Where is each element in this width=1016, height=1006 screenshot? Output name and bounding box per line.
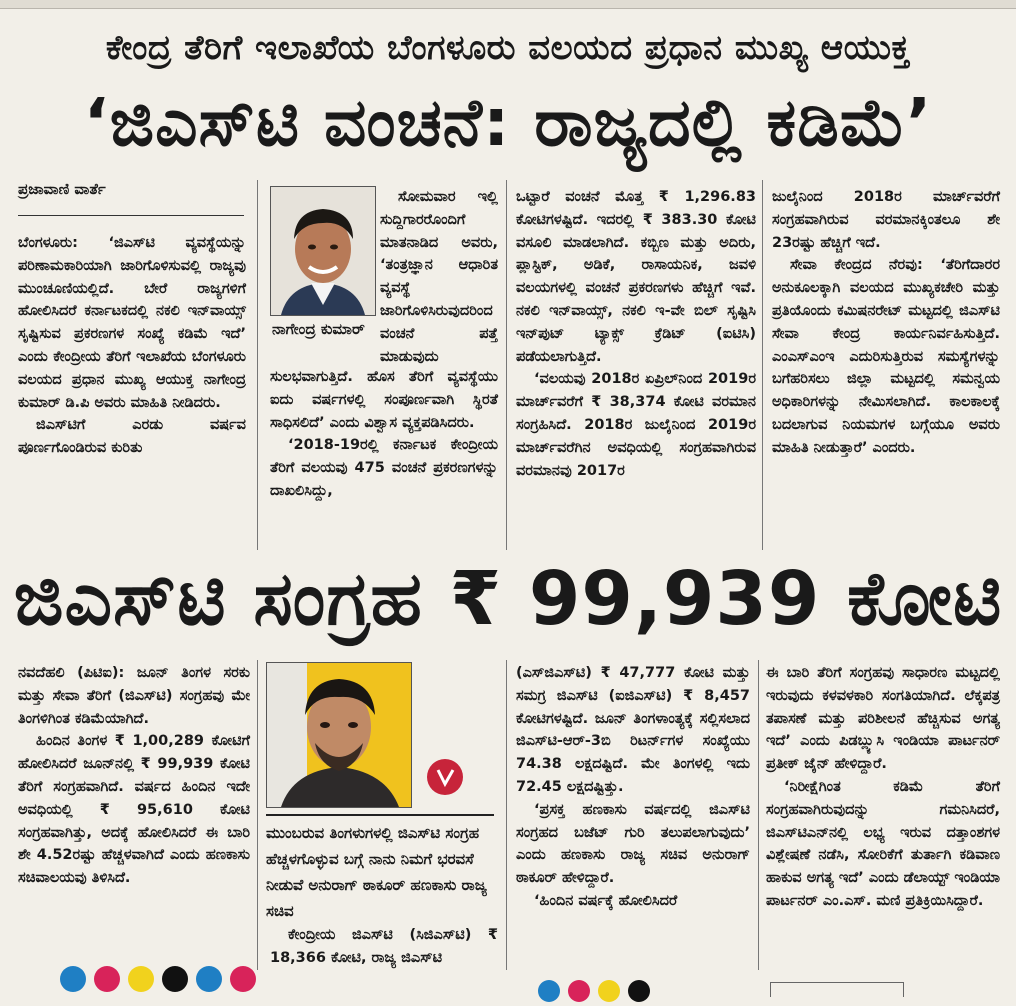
yellow-dot (128, 966, 154, 992)
paragraph: ಜಿಎಸ್‌ಟಿಗೆ ಎರಡು ವರ್ಷವ ಪೂರ್ಣಗೊಂಡಿರುವ ಕುರಿತು (18, 417, 246, 457)
paragraph: ನವದೆಹಲಿ (ಪಿಟಿಐ): ಜೂನ್ ತಿಂಗಳ ಸರಕು ಮತ್ತು ಸೇವಾ ತೆರಿಗೆ (ಜಿಎಸ್‌ಟಿ) ಸಂಗ್ರಹವು ಮೇ ತಿಂಗಳಿಗಿಂತ ಕಡಿಮೆಯಾಗಿದೆ. (18, 665, 250, 727)
story2-column-3 (516, 662, 750, 974)
byline-rule (18, 215, 244, 216)
print-color-dots (60, 966, 259, 992)
nagendra-kumar-photo (270, 186, 376, 316)
pull-quote: ಮುಂಬರುವ ತಿಂಗಳುಗಳಲ್ಲಿ ಜಿಎಸ್‌ಟಿ ಸಂಗ್ರಹ ಹೆಚ್ಚಳಗೊಳ್ಳುವ ಬಗ್ಗೆ ನಾನು ನಿಮಗೆ ಭರವಸೆ ನೀಡುವೆ ಅನುರಾಗ್ ಠಾಕೂರ್ ಹಣಕಾಸು ರಾಜ್ಯ ಸಚಿವ (266, 814, 494, 928)
story2-column-4 (766, 662, 1000, 974)
portrait-illustration (271, 187, 375, 315)
paragraph: ಹಿಂದಿನ ತಿಂಗಳ ₹ 1,00,289 ಕೋಟಿಗೆ ಹೋಲಿಸಿದರೆ ಜೂನ್‌ನಲ್ಲಿ ₹ 99,939 ಕೋಟಿ ತೆರಿಗೆ ಸಂಗ್ರಹವಾಗಿದೆ. ವರ್ಷದ ಹಿಂದಿನ ಇದೇ ಅವಧಿಯಲ್ಲಿ ₹ 95,610 ಕೋಟಿ ಸಂಗ್ರಹವಾಗಿತ್ತು, ಅದಕ್ಕೆ ಹೋಲಿಸಿದರೆ ಈ ಬಾರಿ ಶೇ 4.52ರಷ್ಟು ಹೆಚ್ಚಳವಾಗಿದೆ ಎಂದು ಹಣಕಾಸು ಸಚಿವಾಲಯವು ತಿಳಿಸಿದೆ. (18, 733, 250, 887)
black-dot (162, 966, 188, 992)
cyan-dot (196, 966, 222, 992)
column-divider (257, 180, 258, 550)
story1-column-4 (772, 186, 1000, 550)
story1-column-1 (18, 232, 246, 550)
photo-caption: ನಾಗೇಂದ್ರ ಕುಮಾರ್ (272, 320, 365, 338)
paragraph: ಸೇವಾ ಕೇಂದ್ರದ ನೆರವು: ‘ತೆರಿಗೆದಾರರ ಅನುಕೂಲಕ್ಕಾಗಿ ವಲಯದ ಮುಖ್ಯಕಚೇರಿ ಮತ್ತು ಪ್ರತಿಯೊಂದು ಕಮಿಷನರೇಟ್ ಮಟ್ಟದಲ್ಲಿ ಜಿಎಸ್‌ಟಿ ಸೇವಾ ಕೇಂದ್ರ ಕಾರ್ಯನಿರ್ವಹಿಸುತ್ತಿದೆ. ಎಂಎಸ್‌ಎಂಇ ಎದುರಿಸುತ್ತಿರುವ ಸಮಸ್ಯೆಗಳನ್ನು ಬಗೆಹರಿಸಲು ಜಿಲ್ಲಾ ಮಟ್ಟದಲ್ಲಿ ಸಮನ್ವಯ ಅಧಿಕಾರಿಗಳನ್ನು ನೇಮಿಸಲಾಗಿದೆ. ಕಾಲಕಾಲಕ್ಕೆ ಬದಲಾಗುವ ನಿಯಮಗಳ ಬಗ್ಗೆಯೂ ಅವರು ಮಾಹಿತಿ ನೀಡುತ್ತಾರೆ’ ಎಂದರು. (772, 257, 1000, 456)
kicker: ಕೇಂದ್ರ ತೆರಿಗೆ ಇಲಾಖೆಯ ಬೆಂಗಳೂರು ವಲಯದ ಪ್ರಧಾನ ಮುಖ್ಯ ಆಯುಕ್ತ (105, 28, 911, 68)
story1-column-2-bottom (270, 366, 498, 550)
page-top-edge (0, 0, 1016, 9)
column-divider (506, 660, 507, 970)
paragraph: ಜುಲೈನಿಂದ 2018ರ ಮಾರ್ಚ್‌ವರೆಗೆ ಸಂಗ್ರಹವಾಗಿರುವ ವರಮಾನಕ್ಕಿಂತಲೂ ಶೇ 23ರಷ್ಟು ಹೆಚ್ಚಿಗೆ ಇದೆ. (772, 189, 1000, 251)
paragraph: ಸುಲಭವಾಗುತ್ತಿದೆ. ಹೊಸ ತೆರಿಗೆ ವ್ಯವಸ್ಥೆಯು ಐದು ವರ್ಷಗಳಲ್ಲಿ ಸಂಪೂರ್ಣವಾಗಿ ಸ್ಥಿರತೆ ಸಾಧಿಸಲಿದೆ’ ಎಂದು ವಿಶ್ವಾಸ ವ್ಯಕ್ತಪಡಿಸಿದರು. (270, 369, 498, 431)
paragraph: ಒಟ್ಟಾರೆ ವಂಚನೆ ಮೊತ್ತ ₹ 1,296.83 ಕೋಟಿಗಳಷ್ಟಿದೆ. ಇದರಲ್ಲಿ ₹ 383.30 ಕೋಟಿ ವಸೂಲಿ ಮಾಡಲಾಗಿದೆ. ಕಬ್ಬಿಣ ಮತ್ತು ಅದಿರು, ಪ್ಲಾಸ್ಟಿಕ್, ಅಡಿಕೆ, ರಾಸಾಯನಿಕ, ಜವಳಿ ವಲಯಗಳಲ್ಲಿ ವಂಚನೆ ಪ್ರಕರಣಗಳು ಹೆಚ್ಚಿಗೆ ಇವೆ. ನಕಲಿ ಇನ್‌ವಾಯ್ಸ್, ನಕಲಿ ಇ-ವೇ ಬಿಲ್ ಸೃಷ್ಟಿಸಿ ಇನ್‌ಪುಟ್ ಟ್ಯಾಕ್ಸ್ ಕ್ರೆಡಿಟ್ (ಐಟಿಸಿ) ಪಡೆಯಲಾಗುತ್ತಿದೆ. (516, 189, 756, 365)
paragraph: ಸೋಮವಾರ ಇಲ್ಲಿ ಸುದ್ದಿಗಾರರೊಂದಿಗೆ ಮಾತನಾಡಿದ ಅವರು, ‘ತಂತ್ರಜ್ಞಾನ ಆಧಾರಿತ ವ್ಯವಸ್ಥೆ ಜಾರಿಗೊಳಿಸಿರುವುದರಿಂದ ವಂಚನೆ ಪತ್ತೆ ಮಾಡುವುದು (380, 189, 498, 365)
paragraph: ‘2018-19ರಲ್ಲಿ ಕರ್ನಾಟಕ ಕೇಂದ್ರೀಯ ತೆರಿಗೆ ವಲಯವು 475 ವಂಚನೆ ಪ್ರಕರಣಗಳನ್ನು ದಾಖಲಿಸಿದ್ದು, (270, 437, 498, 499)
anurag-thakur-photo (266, 662, 412, 808)
yellow-dot (598, 980, 620, 1002)
column-divider (762, 180, 763, 550)
paragraph: ಕೇಂದ್ರೀಯ ಜಿಎಸ್‌ಟಿ (ಸಿಜಿಎಸ್‌ಟಿ) ₹ 18,366 ಕೋಟಿ, ರಾಜ್ಯ ಜಿಎಸ್‌ಟಿ (270, 927, 498, 966)
headline-2: ಜಿಎಸ್‌ಟಿ ಸಂಗ್ರಹ ₹ 99,939 ಕೋಟಿ (13, 556, 1003, 642)
column-divider (758, 660, 759, 970)
story2-column-1 (18, 662, 250, 962)
paragraph: ‘ವಲಯವು 2018ರ ಏಪ್ರಿಲ್‌ನಿಂದ 2019ರ ಮಾರ್ಚ್‌ವರೆಗೆ ₹ 38,374 ಕೋಟಿ ವರಮಾನ ಸಂಗ್ರಹಿಸಿದೆ. 2018ರ ಜುಲೈನಿಂದ 2019ರ ಮಾರ್ಚ್‌ವರೆಗಿನ ಅವಧಿಯಲ್ಲಿ ಸಂಗ್ರಹವಾಗಿರುವ ವರಮಾನವು 2017ರ (516, 371, 756, 479)
paragraph: (ಎಸ್‌ಜಿಎಸ್‌ಟಿ) ₹ 47,777 ಕೋಟಿ ಮತ್ತು ಸಮಗ್ರ ಜಿಎಸ್‌ಟಿ (ಐಜಿಎಸ್‌ಟಿ) ₹ 8,457 ಕೋಟಿಗಳಷ್ಟಿದೆ. ಜೂನ್ ತಿಂಗಳಾಂತ್ಯಕ್ಕೆ ಸಲ್ಲಿಸಲಾದ ಜಿಎಸ್‌ಟಿ-ಆರ್-3ಬಿ ರಿಟರ್ನ್‌ಗಳ ಸಂಖ್ಯೆಯು 74.38 ಲಕ್ಷದಷ್ಟಿದೆ. ಮೇ ತಿಂಗಳಲ್ಲಿ ಇದು 72.45 ಲಕ್ಷದಷ್ಟಿತ್ತು. (516, 665, 750, 795)
magenta-dot (94, 966, 120, 992)
portrait-illustration (267, 663, 411, 807)
paragraph: ‘ನಿರೀಕ್ಷೆಗಿಂತ ಕಡಿಮೆ ತೆರಿಗೆ ಸಂಗ್ರಹವಾಗಿರುವುದನ್ನು ಗಮನಿಸಿದರೆ, ಜಿಎಸ್‌ಟಿಎನ್‌ನಲ್ಲಿ ಲಭ್ಯ ಇರುವ ದತ್ತಾಂಶಗಳ ವಿಶ್ಲೇಷಣೆ ನಡೆಸಿ, ಸೋರಿಕೆಗೆ ತುರ್ತಾಗಿ ಕಡಿವಾಣ ಹಾಕುವ ಅಗತ್ಯ ಇದೆ’ ಎಂದು ಡೆಲಾಯ್ಟ್ ಇಂಡಿಯಾ ಪಾರ್ಟನರ್ ಎಂ.ಎಸ್. ಮಣಿ ಪ್ರತಿಕ್ರಿಯಿಸಿದ್ದಾರೆ. (766, 778, 1000, 909)
paragraph: ಈ ಬಾರಿ ತೆರಿಗೆ ಸಂಗ್ರಹವು ಸಾಧಾರಣ ಮಟ್ಟದಲ್ಲಿ ಇರುವುದು ಕಳವಳಕಾರಿ ಸಂಗತಿಯಾಗಿದೆ. ಲೆಕ್ಕಪತ್ರ ತಪಾಸಣೆ ಮತ್ತು ಪರಿಶೀಲನೆ ಹೆಚ್ಚಿಸುವ ಅಗತ್ಯ ಇದೆ’ ಎಂದು ಪಿಡಬ್ಲ್ಯುಸಿ ಇಂಡಿಯಾ ಪಾರ್ಟನರ್ ಪ್ರತೀಕ್ ಜೈನ್ ಹೇಳಿದ್ದಾರೆ. (766, 665, 1000, 773)
story1-column-3 (516, 186, 756, 550)
headline: ‘ಜಿಎಸ್‌ಟಿ ವಂಚನೆ: ರಾಜ್ಯದಲ್ಲಿ ಕಡಿಮೆ’ (83, 84, 933, 161)
magenta-dot (568, 980, 590, 1002)
column-divider (506, 180, 507, 550)
magenta-dot (230, 966, 256, 992)
story1-column-2-top (380, 186, 498, 365)
paragraph: ‘ಹಿಂದಿನ ವರ್ಷಕ್ಕೆ ಹೋಲಿಸಿದರೆ (534, 892, 678, 909)
black-dot (628, 980, 650, 1002)
page-corner-tab (770, 982, 904, 997)
cyan-dot (538, 980, 560, 1002)
byline: ಪ್ರಜಾವಾಣಿ ವಾರ್ತೆ (18, 180, 106, 198)
cyan-dot (60, 966, 86, 992)
column-divider (257, 660, 258, 970)
story2-column-2-bottom (270, 924, 498, 970)
paragraph: ಬೆಂಗಳೂರು: ‘ಜಿಎಸ್‌ಟಿ ವ್ಯವಸ್ಥೆಯನ್ನು ಪರಿಣಾಮಕಾರಿಯಾಗಿ ಜಾರಿಗೊಳಿಸುವಲ್ಲಿ ರಾಜ್ಯವು ಮುಂಚೂಣಿಯಲ್ಲಿದೆ. ಬೇರೆ ರಾಜ್ಯಗಳಿಗೆ ಹೋಲಿಸಿದರೆ ಕರ್ನಾಟಕದಲ್ಲಿ ನಕಲಿ ಇನ್‌ವಾಯ್ಸ್ ಸೃಷ್ಟಿಸುವ ಪ್ರಕರಣಗಳ ಸಂಖ್ಯೆ ಕಡಿಮೆ ಇದೆ’ ಎಂದು ಕೇಂದ್ರೀಯ ತೆರಿಗೆ ಇಲಾಖೆಯ ಬೆಂಗಳೂರು ವಲಯದ ಪ್ರಧಾನ ಮುಖ್ಯ ಆಯುಕ್ತ ನಾಗೇಂದ್ರ ಕುಮಾರ್ ಡಿ.ಪಿ ಅವರು ಮಾಹಿತಿ ನೀಡಿದರು. (18, 235, 246, 411)
quote-mark-icon (426, 758, 464, 796)
paragraph: ‘ಪ್ರಸಕ್ತ ಹಣಕಾಸು ವರ್ಷದಲ್ಲಿ ಜಿಎಸ್‌ಟಿ ಸಂಗ್ರಹದ ಬಜೆಟ್ ಗುರಿ ತಲುಪಲಾಗುವುದು’ ಎಂದು ಹಣಕಾಸು ರಾಜ್ಯ ಸಚಿವ ಅನುರಾಗ್ ಠಾಕೂರ್ ಹೇಳಿದ್ದಾರೆ. (516, 801, 750, 887)
print-color-dots-2 (538, 980, 653, 1006)
